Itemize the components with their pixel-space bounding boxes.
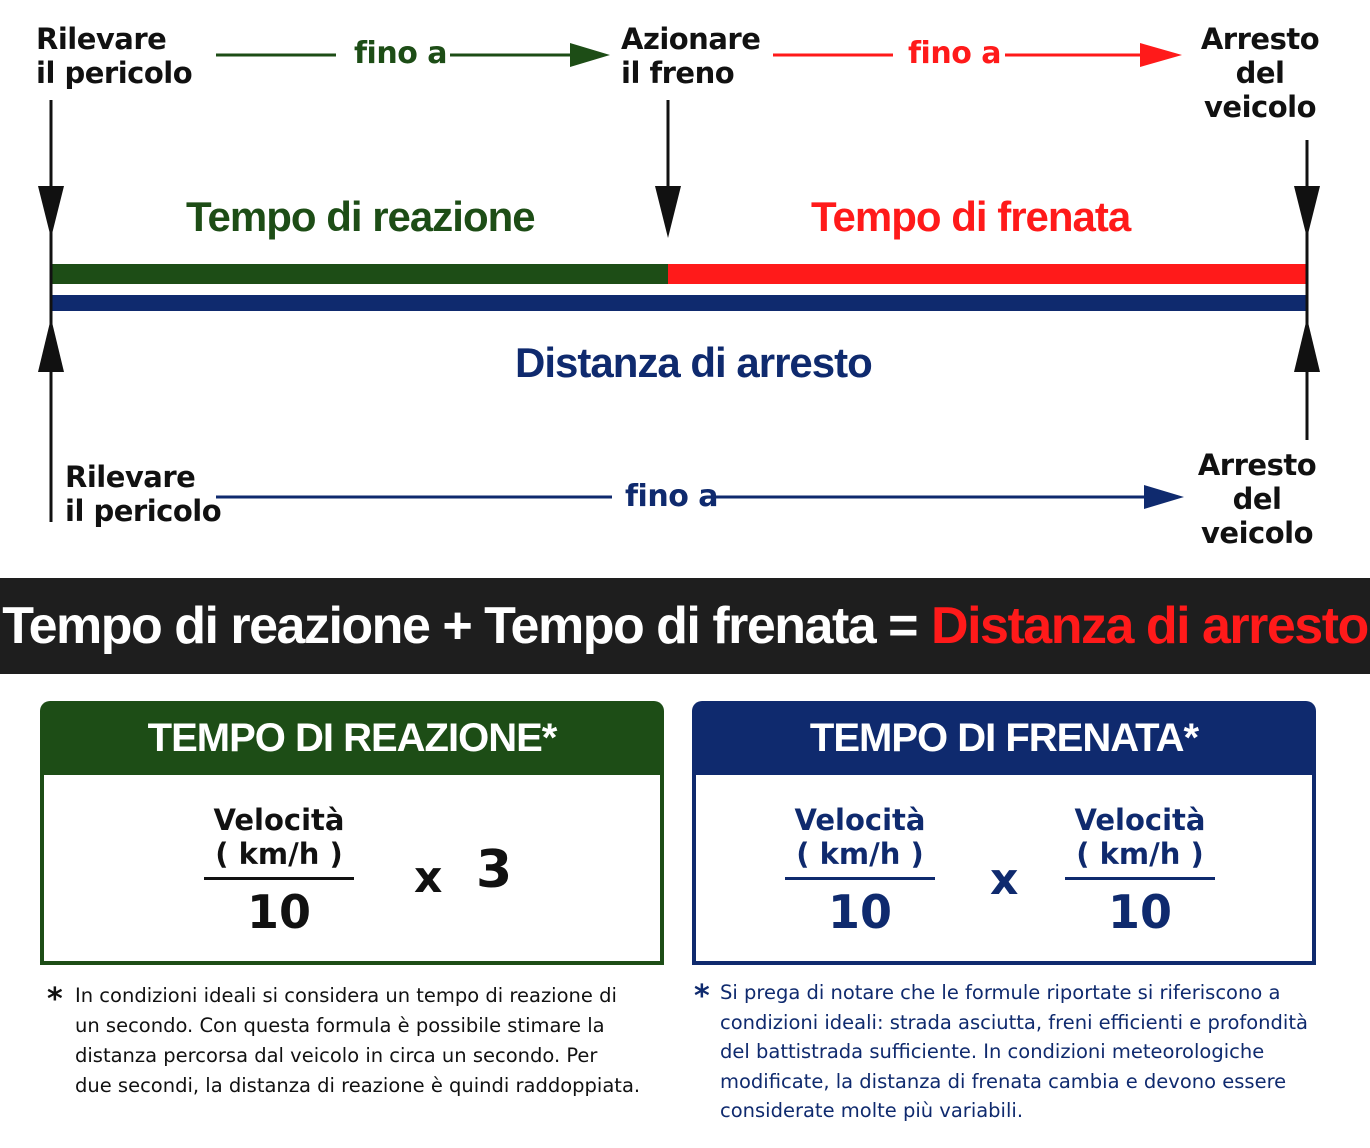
middle-down-arrowhead xyxy=(655,186,681,238)
red-arrowhead xyxy=(1140,43,1182,67)
navy-fino-label: fino a xyxy=(625,479,718,514)
reaction-time-title: Tempo di reazione xyxy=(186,193,535,240)
equation-band xyxy=(0,578,1370,674)
braking-numerator-line2: ( km/h ) xyxy=(796,837,924,871)
braking-box-header xyxy=(692,701,1316,775)
green-arrowhead xyxy=(570,43,610,67)
braking-fraction-2 xyxy=(1065,801,1215,938)
braking-denominator: 10 xyxy=(827,885,892,939)
equation-left: Tempo di reazione + Tempo di frenata = xyxy=(2,597,918,655)
reaction-denominator: 10 xyxy=(246,885,311,939)
braking-multiply-sign: x xyxy=(990,854,1019,905)
reaction-fraction xyxy=(204,801,354,938)
stopping-distance-title: Distanza di arresto xyxy=(515,339,872,386)
braking-numerator-line1: Velocità xyxy=(794,803,926,837)
braking-denominator-2: 10 xyxy=(1107,885,1172,939)
braking-note: Si prega di notare che le formule riportate si riferiscono a condizioni ideali: strada asciutta, freni efficienti e profondità del battistrada sufficiente. In condizioni meteorologiche modificate, la distanza di frenata cambia e devono essere considerate molte più variabili. xyxy=(720,981,1308,1122)
reaction-box-header xyxy=(40,701,664,775)
reaction-note-asterisk: * xyxy=(47,982,63,1017)
reaction-multiply-sign: x xyxy=(414,852,443,903)
braking-numerator2-line1: Velocità xyxy=(1074,803,1206,837)
label-vehicle-stop-bottom: Arresto del veicolo xyxy=(1197,448,1317,550)
stopping-bar xyxy=(50,295,1308,311)
reaction-box-title: TEMPO DI REAZIONE* xyxy=(147,715,557,760)
label-vehicle-stop-top: Arresto del veicolo xyxy=(1200,22,1320,124)
reaction-formula-box xyxy=(40,701,664,965)
reaction-note: In condizioni ideali si considera un tempo di reazione di un secondo. Con questa formula è possibile stimare la distanza percorsa dal veicolo in circa un secondo. Per due secondi, la distanza di reazione è quindi raddoppiata. xyxy=(75,984,641,1097)
reaction-numerator-line1: Velocità xyxy=(213,803,345,837)
reaction-numerator-line2: ( km/h ) xyxy=(215,837,343,871)
braking-bar xyxy=(668,264,1308,284)
navy-arrowhead xyxy=(1144,485,1184,509)
green-fino-label: fino a xyxy=(354,36,447,71)
braking-time-title: Tempo di frenata xyxy=(811,193,1131,240)
braking-fraction-1 xyxy=(785,801,935,938)
braking-fraction-bar-1 xyxy=(785,877,935,880)
equation-result: Distanza di arresto xyxy=(931,597,1368,655)
reaction-fraction-bar xyxy=(204,877,354,880)
braking-box-title: TEMPO DI FRENATA* xyxy=(809,715,1199,760)
red-fino-label: fino a xyxy=(908,36,1001,71)
reaction-bar xyxy=(50,264,668,284)
braking-formula-box xyxy=(692,701,1316,965)
label-detect-danger-bottom: Rilevare il pericolo xyxy=(65,460,222,528)
braking-note-asterisk: * xyxy=(694,979,710,1014)
reaction-multiplier: 3 xyxy=(476,840,513,900)
equation xyxy=(0,578,1370,674)
braking-fraction-bar-2 xyxy=(1065,877,1215,880)
label-apply-brake: Azionare il freno xyxy=(621,22,761,90)
label-detect-danger-top: Rilevare il pericolo xyxy=(36,22,193,90)
braking-numerator2-line2: ( km/h ) xyxy=(1076,837,1204,871)
